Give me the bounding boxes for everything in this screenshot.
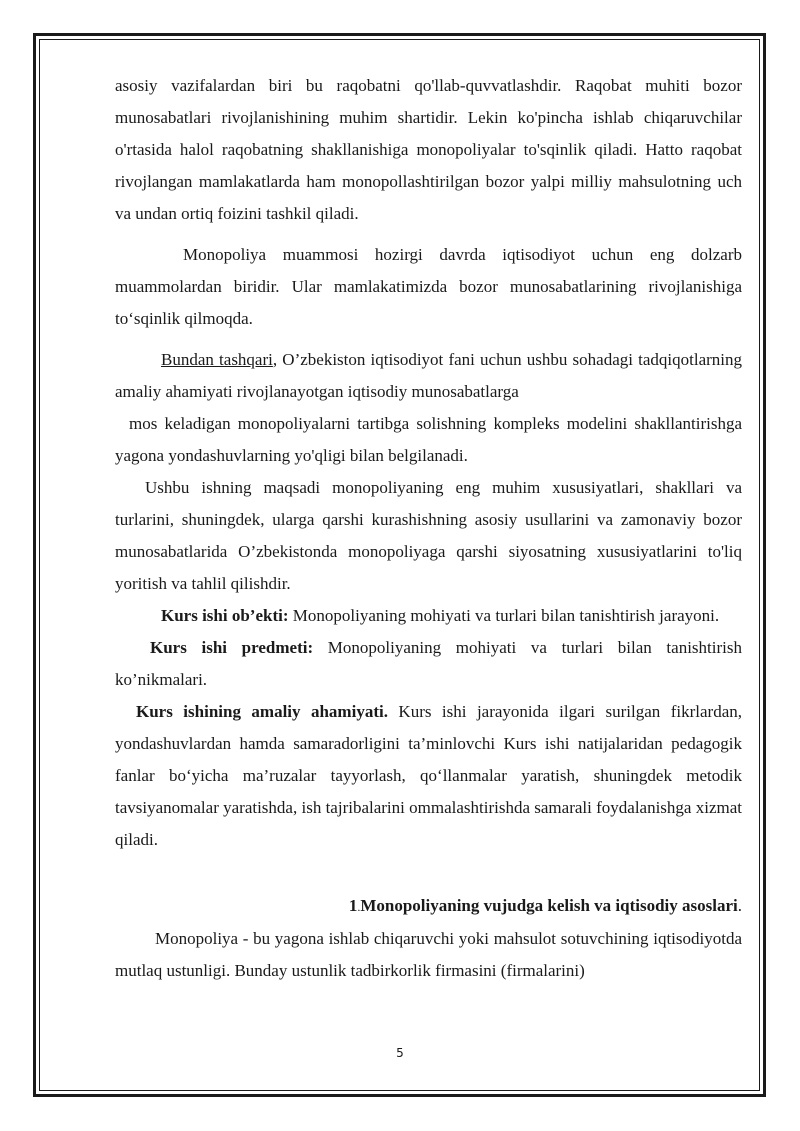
paragraph-significance	[115, 696, 742, 856]
object-label: Kurs ishi ob’ekti:	[161, 606, 289, 625]
underlined-phrase: Bundan tashqari	[161, 350, 273, 369]
paragraph-monopoly-problem: Monopoliya muammosi hozirgi davrda iqtisodiyot uchun eng dolzarb muammolardan biridir. Ular mamlakatimizda bozor munosabatlarining rivojlanishiga to‘sqinlik qilmoqda.	[115, 245, 742, 328]
paragraph-purpose: Ushbu ishning maqsadi monopoliyaning eng muhim xususiyatlari, shakllari va turlarini, shuningdek, ularga qarshi kurashishning asosiy usullarini va zamonaviy bozor munosabatlarida O’zbekistonda monopoliyaga qarshi siyosatning xususiyatlarini to'liq yoritish va tahlil qilishdir.	[115, 478, 742, 593]
page-number: 5	[396, 1046, 404, 1060]
significance-label: Kurs ishining amaliy ahamiyati.	[136, 702, 388, 721]
heading-text: Monopoliyaning vujudga kelish va iqtisodiy asoslari	[360, 896, 738, 915]
paragraph-besides-continuation: mos keladigan monopoliyalarni tartibga solishning kompleks modelini shakllantirishga yagona yondashuvlarning yo'qligi bilan belgilanadi.	[115, 414, 742, 465]
paragraph-subject	[115, 632, 742, 696]
paragraph-definition: Monopoliya - bu yagona ishlab chiqaruvchi yoki mahsulot sotuvchining iqtisodiyotda mutlaq ustunligi. Bunday ustunlik tadbirkorlik firmasini (firmalarini)	[115, 929, 742, 980]
section-heading	[115, 890, 742, 923]
document-body	[115, 70, 742, 987]
paragraph-intro: asosiy vazifalardan biri bu raqobatni qo'llab-quvvatlashdir. Raqobat muhiti bozor munosabatlari rivojlanishining muhim shartidir. Lekin ko'pincha ishlab chiqaruvchilar o'rtasida halol raqobatning shakllanishiga monopoliyalar to'sqinlik qiladi. Hatto raqobat rivojlangan mamlakatlarda ham monopollashtirilgan bozor yalpi milliy mahsulotning uch va undan ortiq foizini tashkil qiladi.	[115, 76, 742, 223]
subject-text: Monopoliyaning mohiyati va turlari bilan tanishtirish ko’nikmalari.	[115, 638, 742, 689]
paragraph-object	[115, 600, 742, 632]
subject-label: Kurs ishi predmeti:	[150, 638, 314, 657]
object-text: Monopoliyaning mohiyati va turlari bilan tanishtirish jarayoni.	[288, 606, 720, 625]
paragraph-besides-text: , O’zbekiston iqtisodiyot fani uchun ushbu sohadagi tadqiqotlarning amaliy ahamiyati rivojlanayotgan iqtisodiy munosabatlarga	[115, 350, 742, 401]
heading-number: 1	[348, 896, 358, 915]
heading-dot: .	[357, 900, 361, 914]
paragraph-besides	[115, 344, 742, 408]
heading-end: .	[737, 896, 742, 915]
significance-text: Kurs ishi jarayonida ilgari surilgan fikrlardan, yondashuvlardan hamda samaradorligini ta’minlovchi Kurs ishi natijalaridan pedagogik fanlar bo‘yicha ma’ruzalar tayyorlash, qo‘llanmalar yaratish, shuningdek metodik tavsiyanomalar yaratishda, ish tajribalarini ommalashtirishda samarali foydalanishga xizmat qiladi.	[115, 702, 742, 849]
